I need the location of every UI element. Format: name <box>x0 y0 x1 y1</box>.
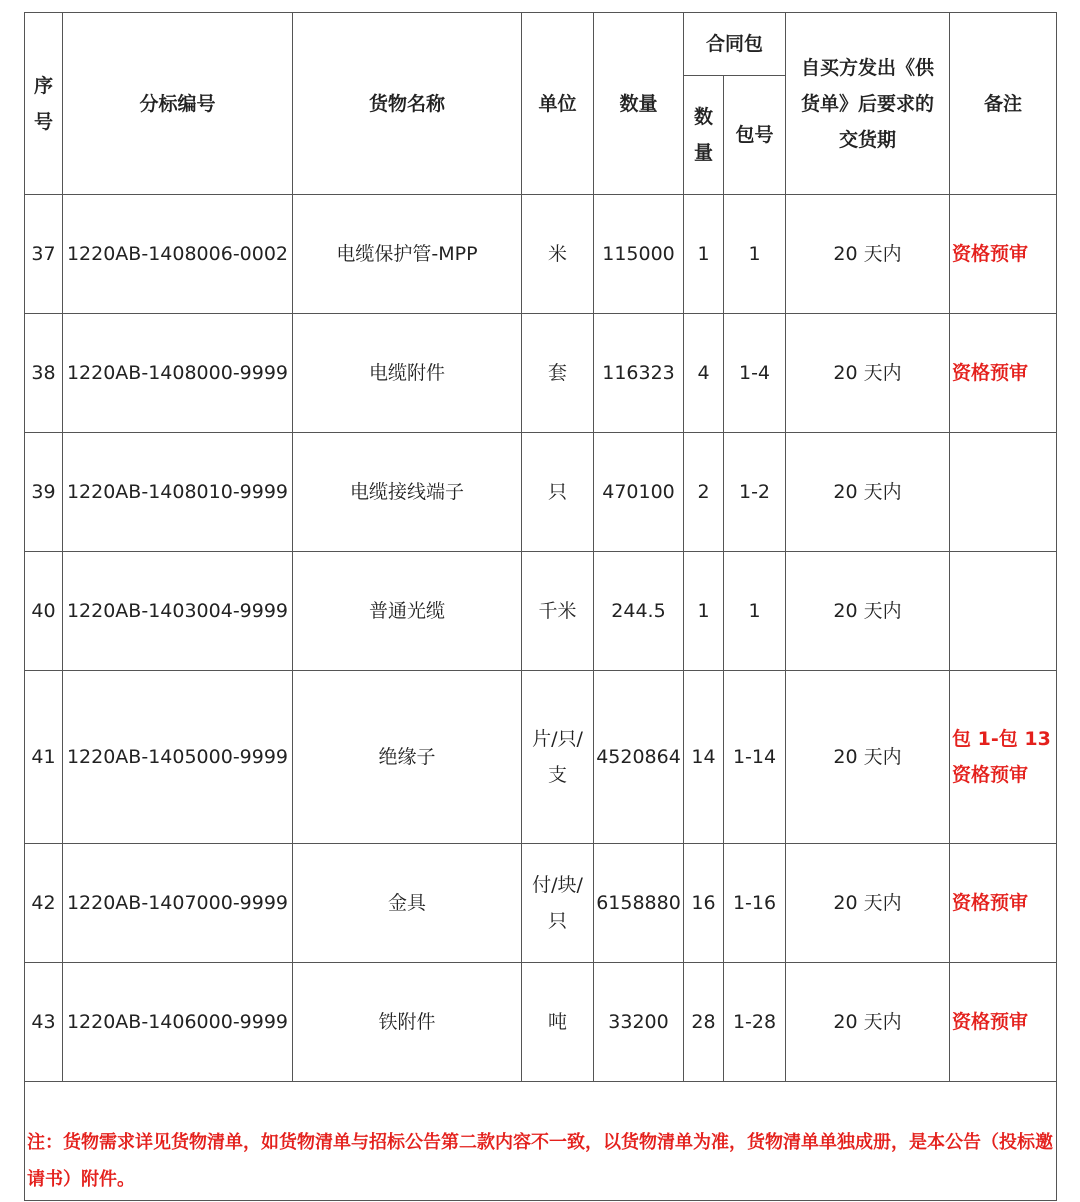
cell-quantity: 33200 <box>594 963 684 1082</box>
goods-table-body <box>25 195 1057 1082</box>
cell-remark <box>950 195 1057 314</box>
goods-table-sheet <box>24 12 1056 1201</box>
table-row <box>25 963 1057 1082</box>
cell-unit <box>522 844 594 963</box>
cell-quantity: 244.5 <box>594 552 684 671</box>
header-seq-label: 序号 <box>33 74 53 133</box>
cell-delivery: 20 天内 <box>786 671 950 844</box>
header-seq <box>25 13 63 195</box>
cell-unit <box>522 314 594 433</box>
cell-section-code: 1220AB-1406000-9999 <box>63 963 293 1082</box>
cell-seq: 37 <box>25 195 63 314</box>
cell-remark-line: 资格预审 <box>952 1011 1029 1033</box>
cell-remark-line: 资格预审 <box>952 764 1029 786</box>
cell-package-count: 1 <box>684 552 724 671</box>
cell-package-number: 1-2 <box>724 433 786 552</box>
cell-package-number: 1 <box>724 195 786 314</box>
cell-package-count: 1 <box>684 195 724 314</box>
header-quantity: 数量 <box>594 13 684 195</box>
cell-section-code: 1220AB-1405000-9999 <box>63 671 293 844</box>
cell-package-number: 1-4 <box>724 314 786 433</box>
table-row <box>25 314 1057 433</box>
header-goods-name: 货物名称 <box>293 13 522 195</box>
table-row <box>25 671 1057 844</box>
table-row <box>25 433 1057 552</box>
cell-package-count: 28 <box>684 963 724 1082</box>
cell-goods-name: 电缆接线端子 <box>293 433 522 552</box>
cell-remark <box>950 433 1057 552</box>
cell-section-code: 1220AB-1403004-9999 <box>63 552 293 671</box>
cell-seq: 43 <box>25 963 63 1082</box>
cell-delivery: 20 天内 <box>786 195 950 314</box>
header-delivery <box>786 13 950 195</box>
cell-remark <box>950 314 1057 433</box>
cell-delivery: 20 天内 <box>786 552 950 671</box>
cell-package-count: 14 <box>684 671 724 844</box>
cell-unit-line: 片/只/ <box>532 728 583 750</box>
cell-goods-name: 普通光缆 <box>293 552 522 671</box>
cell-unit-line: 吨 <box>547 1011 567 1033</box>
cell-package-number: 1 <box>724 552 786 671</box>
table-row <box>25 552 1057 671</box>
note-row <box>25 1082 1057 1201</box>
cell-unit <box>522 671 594 844</box>
cell-quantity: 115000 <box>594 195 684 314</box>
cell-delivery: 20 天内 <box>786 844 950 963</box>
cell-seq: 42 <box>25 844 63 963</box>
cell-remark <box>950 844 1057 963</box>
cell-remark-line: 资格预审 <box>952 243 1029 265</box>
cell-remark <box>950 671 1057 844</box>
cell-remark-line: 资格预审 <box>952 892 1029 914</box>
cell-goods-name: 铁附件 <box>293 963 522 1082</box>
cell-goods-name: 电缆保护管-MPP <box>293 195 522 314</box>
header-section-code: 分标编号 <box>63 13 293 195</box>
table-row <box>25 195 1057 314</box>
header-row-top <box>25 13 1057 76</box>
goods-table <box>24 12 1057 1201</box>
cell-seq: 41 <box>25 671 63 844</box>
header-delivery-label: 自买方发出《供货单》后要求的交货期 <box>801 56 935 151</box>
cell-unit <box>522 963 594 1082</box>
cell-unit <box>522 195 594 314</box>
cell-section-code: 1220AB-1408000-9999 <box>63 314 293 433</box>
header-remark: 备注 <box>950 13 1057 195</box>
cell-goods-name: 电缆附件 <box>293 314 522 433</box>
cell-package-number: 1-16 <box>724 844 786 963</box>
cell-section-code: 1220AB-1408010-9999 <box>63 433 293 552</box>
cell-unit <box>522 433 594 552</box>
cell-section-code: 1220AB-1408006-0002 <box>63 195 293 314</box>
cell-seq: 38 <box>25 314 63 433</box>
cell-quantity: 6158880 <box>594 844 684 963</box>
cell-remark <box>950 552 1057 671</box>
cell-delivery: 20 天内 <box>786 963 950 1082</box>
cell-unit-line: 只 <box>547 910 567 932</box>
cell-unit-line: 套 <box>547 362 567 384</box>
cell-delivery: 20 天内 <box>786 433 950 552</box>
cell-delivery: 20 天内 <box>786 314 950 433</box>
note-cell <box>25 1082 1057 1201</box>
cell-seq: 40 <box>25 552 63 671</box>
cell-remark-line: 资格预审 <box>952 362 1029 384</box>
cell-package-number: 1-14 <box>724 671 786 844</box>
cell-quantity: 116323 <box>594 314 684 433</box>
cell-package-number: 1-28 <box>724 963 786 1082</box>
cell-unit <box>522 552 594 671</box>
cell-goods-name: 绝缘子 <box>293 671 522 844</box>
cell-package-count: 2 <box>684 433 724 552</box>
cell-remark <box>950 963 1057 1082</box>
cell-remark-line: 包 1-包 13 <box>952 728 1051 750</box>
header-package-count <box>684 76 724 195</box>
table-row <box>25 844 1057 963</box>
cell-seq: 39 <box>25 433 63 552</box>
note-text: 注：货物需求详见货物清单，如货物清单与招标公告第二款内容不一致，以货物清单为准，货物清单单独成册，是本公告（投标邀请书）附件。 <box>27 1132 1053 1190</box>
header-package-count-label: 数量 <box>693 106 713 164</box>
cell-quantity: 470100 <box>594 433 684 552</box>
cell-unit-line: 支 <box>547 764 567 786</box>
header-unit: 单位 <box>522 13 594 195</box>
cell-section-code: 1220AB-1407000-9999 <box>63 844 293 963</box>
cell-unit-line: 付/块/ <box>532 874 583 896</box>
cell-goods-name: 金具 <box>293 844 522 963</box>
cell-quantity: 4520864 <box>594 671 684 844</box>
header-contract-package: 合同包 <box>684 13 786 76</box>
cell-package-count: 4 <box>684 314 724 433</box>
header-package-number: 包号 <box>724 76 786 195</box>
cell-unit-line: 千米 <box>538 600 577 622</box>
cell-package-count: 16 <box>684 844 724 963</box>
cell-unit-line: 米 <box>547 243 567 265</box>
cell-unit-line: 只 <box>547 481 567 503</box>
